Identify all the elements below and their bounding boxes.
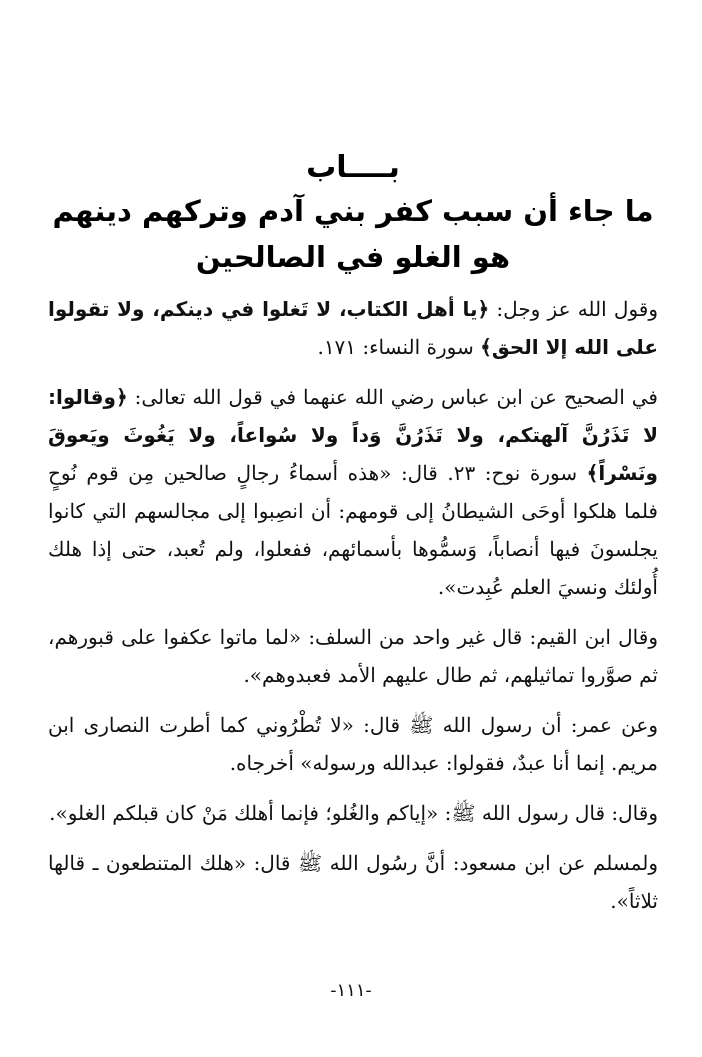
- quran-quote: ﴿وقالوا: لا تَذَرُنَّ آلهتكم، ولا تَذَرُنَّ وَداً ولا سُواعاً، ولا يَغُوثَ ويَعوقَ ونَسْراً﴾: [48, 385, 658, 485]
- paragraph-1: [48, 290, 658, 366]
- paragraph-text: وقول الله عز وجل:: [489, 297, 658, 321]
- paragraph-3: [48, 618, 658, 694]
- paragraph-text: وعن عمر: أن رسول الله ﷺ قال: «لا تُطْرُوني كما أطرت النصارى ابن مريم. إنما أنا عبدٌ، فقولوا: عبدالله ورسوله» أخرجاه.: [48, 713, 658, 775]
- paragraph-text: وقال: قال رسول الله ﷺ: «إياكم والغُلو؛ فإنما أهلك مَنْ كان قبلكم الغلو».: [49, 801, 658, 825]
- page-number: -١١١-: [330, 980, 372, 1001]
- paragraph-text: في الصحيح عن ابن عباس رضي الله عنهما في قول الله تعالى:: [127, 385, 658, 409]
- paragraph-text: سورة نوح: ٢٣. قال: «هذه أسماءُ رجالٍ صالحين مِن قوم نُوحٍ فلما هلكوا أوحَى الشيطانُ إلى قومهم: أن انصِبوا إلى مجالسهم التي كانوا يجلسونَ فيها أنصاباً، وَسمُّوها بأسمائهم، ففعلوا، ولم تُعبد، حتى إذا هلك أُولئك ونسيَ العلم عُبِدت».: [48, 461, 658, 599]
- paragraph-text: سورة النساء: ١٧١.: [317, 335, 481, 359]
- chapter-title-line-2: هو الغلو في الصالحين: [195, 240, 511, 274]
- paragraph-5: [48, 794, 658, 832]
- chapter-label: بــــاب: [306, 150, 400, 185]
- paragraph-2: [48, 378, 658, 606]
- paragraph-text: وقال ابن القيم: قال غير واحد من السلف: «لما ماتوا عكفوا على قبورهم، ثم صوَّروا تماثيلهم، ثم طال عليهم الأمد فعبدوهم».: [48, 625, 658, 687]
- quran-quote: ﴿يا أهل الكتاب، لا تَغلوا في دينكم، ولا تقولوا على الله إلا الحق﴾: [48, 297, 658, 359]
- book-page: [48, 148, 658, 920]
- paragraph-6: [48, 844, 658, 920]
- paragraph-4: [48, 706, 658, 782]
- chapter-heading: [48, 148, 658, 280]
- chapter-title-line-1: ما جاء أن سبب كفر بني آدم وتركهم دينهم: [52, 194, 654, 228]
- paragraph-text: ولمسلم عن ابن مسعود: أنَّ رسُول الله ﷺ قال: «هلك المتنطعون ـ قالها ثلاثاً».: [48, 851, 658, 913]
